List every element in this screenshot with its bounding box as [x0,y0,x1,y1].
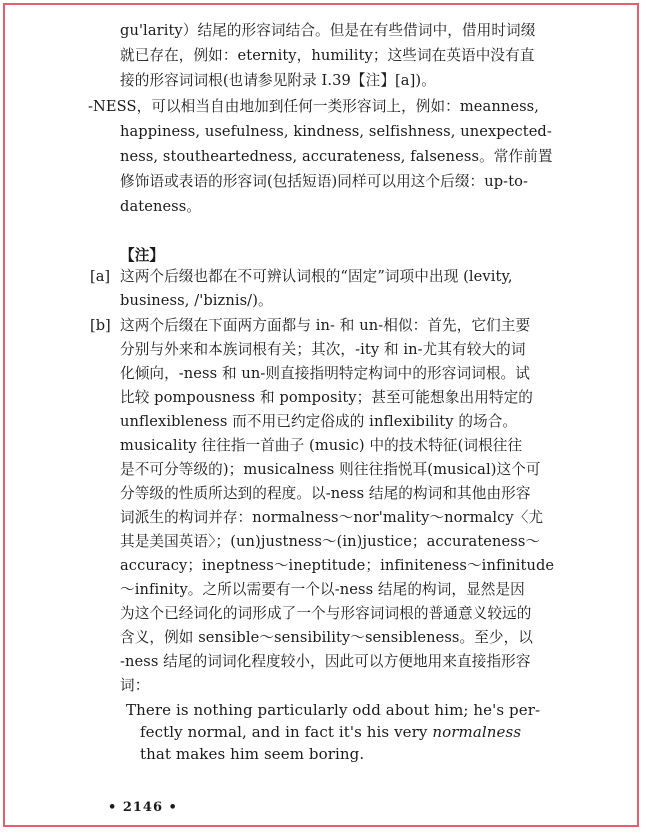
text-line: 这两个后缀也都在不可辨认词根的“固定”词项中出现 (levity, [120,268,513,285]
text-line: 为这个已经词化的词形成了一个与形容词词根的普通意义较远的 [120,605,532,622]
text-line: 就已存在，例如：eternity，humility；这些词在英语中没有直 [120,47,535,64]
example-line: There is nothing particularly odd about him; he's per- [126,701,541,719]
text-line: unflexibleness 而不用已约定俗成的 inflexibility 的场合。 [120,413,518,430]
text-line: ～infinity。之所以需要有一个以-ness 结尾的构词，显然是因 [120,581,525,598]
text-line: happiness, usefulness, kindness, selfishness, unexpected- [120,123,552,140]
text-line: 比较 pompousness 和 pomposity；甚至可能想象出用特定的 [120,389,533,406]
example-text: fectly normal, and in fact it's his very [140,723,433,741]
text-line: 词： [120,677,150,694]
text-line: 词派生的构词并存：normalness～nor'mality～normalcy〈尤 [120,509,544,526]
text-line: -NESS，可以相当自由地加到任何一类形容词上，例如：meanness, [88,98,539,115]
example-line: that makes him seem boring. [140,745,365,763]
text-line: business, /'biznis/)。 [120,292,273,309]
text-line: 修饰语或表语的形容词(包括短语)同样可以用这个后缀：up-to- [120,173,529,190]
text-line: ness, stoutheartedness, accurateness, falseness。常作前置 [120,148,553,165]
text-line: musicality 往往指一首曲子 (music) 中的技术特征(词根往往 [120,437,523,454]
text-line: dateness。 [120,198,202,215]
note-label: [a] [90,268,111,285]
notes-heading: 【注】 [120,247,165,264]
note-label: [b] [90,317,111,334]
text-line: 其是美国英语〉；(un)justness～(in)justice；accurateness～ [120,533,541,550]
text-line: 是不可分等级的)；musicalness 则往往指悦耳(musical)这个可 [120,461,541,478]
text-line: -ness 结尾的词词化程度较小，因此可以方便地用来直接指形容 [120,653,531,670]
text-line: gu'larity）结尾的形容词结合。但是在有些借词中，借用时词缀 [120,22,536,39]
text-line: 分等级的性质所达到的程度。以-ness 结尾的构词和其他由形容 [120,485,531,502]
text-line: 接的形容词词根(也请参见附录 Ⅰ.39【注】[a])。 [120,72,436,89]
example-line [140,722,521,742]
text-line: 含义，例如 sensible～sensibility～sensibleness。至少，以 [120,629,533,646]
text-line: 这两个后缀在下面两方面都与 in- 和 un-相似：首先，它们主要 [120,317,531,334]
page-number: • 2146 • [108,800,178,815]
text-line: 分别与外来和本族词根有关；其次，-ity 和 in-尤其有较大的词 [120,341,526,358]
text-line: 化倾向，-ness 和 un-则直接指明特定构词中的形容词词根。试 [120,365,530,382]
text-line: accuracy；ineptness～ineptitude；infiniteness～infinitude [120,557,555,574]
example-emphasis: normalness [432,723,522,741]
